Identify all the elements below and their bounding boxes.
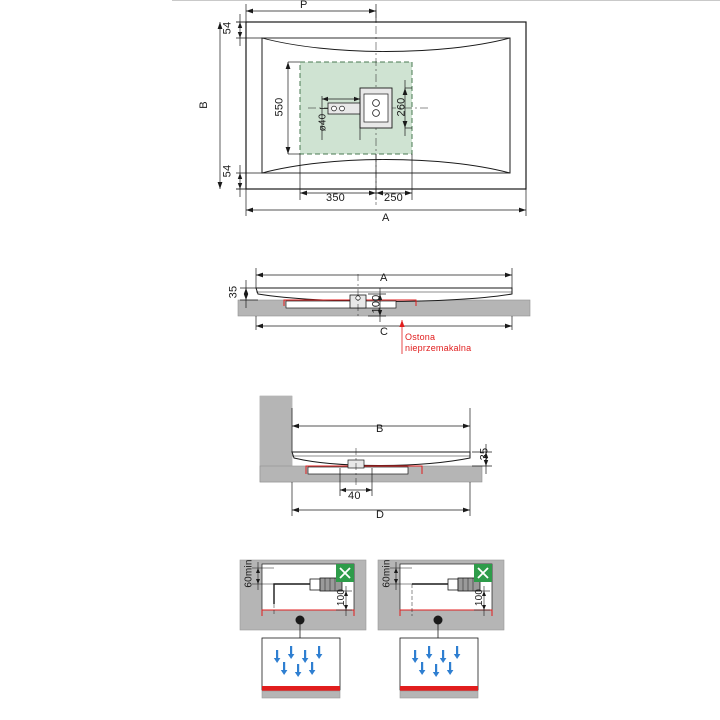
top-view	[197, 0, 550, 230]
dim-40-label: 40	[348, 490, 361, 502]
dim-550-label: 550	[273, 97, 286, 117]
dim-250-label: 250	[384, 192, 403, 204]
dim-350-label: 350	[326, 192, 345, 204]
detail-right	[378, 558, 504, 708]
dim-54-top-label: 54	[221, 21, 234, 35]
dim-a-label-side: A	[380, 272, 388, 284]
dim-p-label: P	[300, 0, 308, 11]
dim-b-label-front: B	[376, 423, 384, 435]
dim-diameter40-label: ø40	[317, 113, 329, 132]
detail-left	[240, 558, 366, 708]
dim-35-label-side: 35	[227, 285, 240, 299]
dim-100-label-left: 100	[336, 588, 348, 607]
membrane-note: Ostona nieprzemakalna	[405, 332, 472, 353]
dim-c-label: C	[380, 326, 389, 338]
dim-a-label: A	[382, 212, 390, 224]
dim-260-label: 260	[395, 97, 408, 117]
dim-54-bottom-label: 54	[221, 164, 234, 178]
dim-100-label-side: 100	[370, 294, 383, 314]
dim-d-label: D	[376, 509, 385, 521]
dim-b-label: B	[197, 101, 210, 109]
dim-100-label-right: 100	[474, 588, 486, 607]
side-section-view	[200, 262, 550, 362]
dim-35-label-front: 35	[478, 447, 491, 461]
dim-60min-label-left: 60min	[243, 559, 255, 588]
dim-60min-label-right: 60min	[381, 559, 393, 588]
front-section-view	[240, 390, 530, 540]
